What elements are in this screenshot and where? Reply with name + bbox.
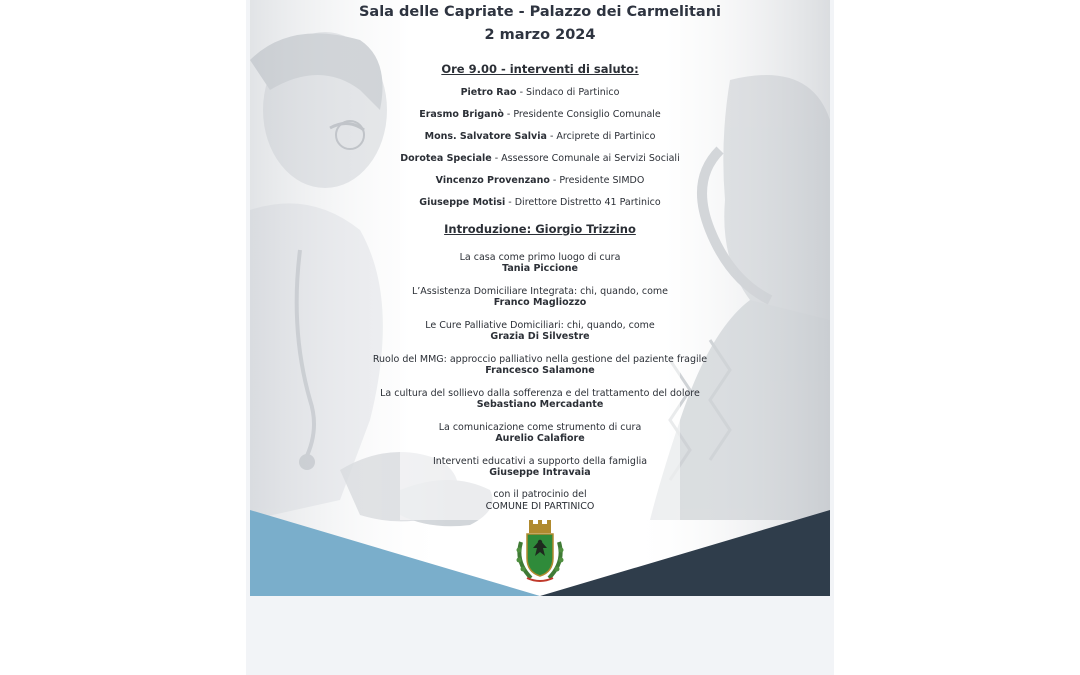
greeting-name: Pietro Rao bbox=[460, 87, 517, 98]
greeting-line bbox=[250, 153, 830, 164]
talk-item bbox=[250, 252, 830, 274]
talk-speaker: Giuseppe Intravaia bbox=[489, 467, 591, 478]
talk-item bbox=[250, 286, 830, 308]
greeting-name: Giuseppe Motisi bbox=[419, 197, 506, 208]
talk-title: La casa come primo luogo di cura bbox=[459, 252, 621, 263]
comune-di-partinico-crest-icon bbox=[513, 518, 567, 586]
greeting-role: - Direttore Distretto 41 Partinico bbox=[505, 197, 661, 208]
greeting-line bbox=[250, 109, 830, 120]
talk-title: Le Cure Palliative Domiciliari: chi, quando, come bbox=[425, 320, 655, 331]
patronage-municipality: COMUNE DI PARTINICO bbox=[485, 501, 595, 512]
introduction-heading: Introduzione: Giorgio Trizzino bbox=[444, 222, 636, 236]
event-date: 2 marzo 2024 bbox=[484, 27, 596, 43]
talk-item bbox=[250, 388, 830, 410]
event-poster bbox=[250, 0, 830, 596]
talk-speaker: Franco Magliozzo bbox=[493, 297, 587, 308]
talk-item bbox=[250, 422, 830, 444]
greeting-name: Dorotea Speciale bbox=[400, 153, 492, 164]
talk-title: La comunicazione come strumento di cura bbox=[438, 422, 642, 433]
talk-title: Interventi educativi a supporto della famiglia bbox=[432, 456, 648, 467]
greeting-line bbox=[250, 197, 830, 208]
greeting-line bbox=[250, 87, 830, 98]
greeting-role: - Sindaco di Partinico bbox=[516, 87, 620, 98]
greeting-role: - Presidente SIMDO bbox=[549, 175, 645, 186]
talk-title: Ruolo del MMG: approccio palliativo nella gestione del paziente fragile bbox=[372, 354, 708, 365]
talk-speaker: Aurelio Calafiore bbox=[495, 433, 585, 444]
talk-speaker: Grazia Di Silvestre bbox=[490, 331, 590, 342]
greetings-heading: Ore 9.00 - interventi di saluto: bbox=[441, 62, 639, 76]
greeting-name: Mons. Salvatore Salvia bbox=[424, 131, 547, 142]
event-venue: Sala delle Capriate - Palazzo dei Carmelitani bbox=[358, 4, 722, 20]
greeting-line bbox=[250, 131, 830, 142]
greeting-role: - Arciprete di Partinico bbox=[546, 131, 656, 142]
greeting-name: Vincenzo Provenzano bbox=[435, 175, 550, 186]
talk-item bbox=[250, 456, 830, 478]
talk-item bbox=[250, 354, 830, 376]
talk-speaker: Francesco Salamone bbox=[485, 365, 595, 376]
patronage-line: con il patrocinio del bbox=[493, 489, 587, 500]
greeting-name: Erasmo Briganò bbox=[419, 109, 504, 120]
talk-title: L’Assistenza Domiciliare Integrata: chi, quando, come bbox=[411, 286, 668, 297]
talk-title: La cultura del sollievo dalla sofferenza e del trattamento del dolore bbox=[380, 388, 700, 399]
talk-speaker: Tania Piccione bbox=[502, 263, 578, 274]
greeting-line bbox=[250, 175, 830, 186]
greeting-role: - Assessore Comunale ai Servizi Sociali bbox=[491, 153, 680, 164]
talk-item bbox=[250, 320, 830, 342]
talk-speaker: Sebastiano Mercadante bbox=[476, 399, 604, 410]
greeting-role: - Presidente Consiglio Comunale bbox=[503, 109, 661, 120]
